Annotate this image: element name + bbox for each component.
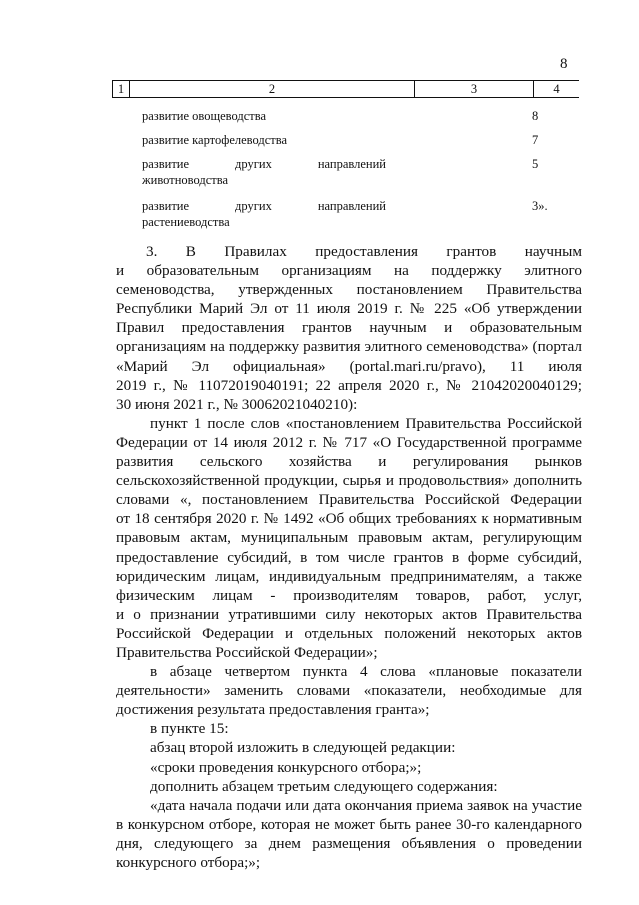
table-row-value: 7 <box>532 133 539 147</box>
table-header-col-4: 4 <box>553 82 560 96</box>
table-row-label <box>142 108 386 124</box>
text-line: юридическим лицам, индивидуальным предпринимателям, а также <box>116 567 582 585</box>
table-row-value: 5 <box>532 157 539 171</box>
text-line: организациям на поддержку развития элитного семеноводства» (портал <box>116 338 582 356</box>
text-line: конкурсного отбора;»; <box>116 854 261 871</box>
text-line: физическим лицам - производителям товаров, работ, услуг, <box>116 586 582 604</box>
table-row-value: 3». <box>532 199 548 213</box>
row-label-line: развитие других направлений <box>142 199 386 213</box>
text-line: и о признании утратившими силу некоторых актов Правительства <box>116 605 582 623</box>
text-line: развития сельского хозяйства и регулирования рынков <box>116 453 582 471</box>
text-line: Правительства Российской Федерации»; <box>116 643 378 661</box>
table-row-label <box>142 198 386 230</box>
page-number: 8 <box>560 56 568 72</box>
text-line: правовым актам, муниципальным правовым актам, регулирующим <box>116 529 582 547</box>
text-line: семеноводства, утвержденных постановлением Правительства <box>116 281 582 299</box>
table-row-value: 8 <box>532 109 539 123</box>
text-line: пункт 1 после слов «постановлением Правительства Российской <box>150 414 582 432</box>
text-line: и образовательным организациям на поддержку элитного <box>116 262 582 280</box>
text-line: Правил предоставления грантов научным и образовательным <box>116 319 582 337</box>
text-line: предоставление субсидий, в том числе грантов в форме субсидий, <box>116 548 582 566</box>
table-row-label <box>142 132 386 148</box>
text-line: «сроки проведения конкурсного отбора;»; <box>150 758 422 776</box>
row-label-line: развитие овощеводства <box>142 109 267 123</box>
text-line: дня, следующего за днем размещения объявления о проведении <box>116 834 582 852</box>
text-line: в абзаце четвертом пункта 4 слова «плановые показатели <box>150 663 582 681</box>
row-label-line: развитие других направлений <box>142 157 386 171</box>
text-line: достижения результата предоставления гранта»; <box>116 701 430 719</box>
table-row-label <box>142 156 386 188</box>
text-line: в конкурсном отборе, которая не может быть ранее 30-го календарного <box>116 815 582 833</box>
body-text <box>116 242 582 872</box>
row-label-line: растениеводства <box>142 215 230 229</box>
row-label-line: животноводства <box>142 173 228 187</box>
text-line: дополнить абзацем третьим следующего содержания: <box>150 777 498 795</box>
table-header <box>112 80 579 98</box>
table-header-col-1: 1 <box>113 81 130 97</box>
text-line: словами «, постановлением Правительства Российской Федерации <box>116 491 582 509</box>
text-line: деятельности» заменить словами «показатели, необходимые для <box>116 682 582 700</box>
text-line: абзац второй изложить в следующей редакции: <box>150 739 456 757</box>
table-header-col-2: 2 <box>130 81 415 97</box>
text-line: Российской Федерации и отдельных положений некоторых актов <box>116 624 582 642</box>
text-line: Республики Марий Эл от 11 июля 2019 г. № 225 «Об утверждении <box>116 300 582 318</box>
text-line: Федерации от 14 июля 2012 г. № 717 «О Государственной программе <box>116 433 582 451</box>
text-line: «дата начала подачи или дата окончания приема заявок на участие <box>150 796 582 814</box>
row-label-line: развитие картофелеводства <box>142 133 288 147</box>
text-line: 2019 г., № 11072019040191; 22 апреля 2020 г., № 21042020040129; <box>116 376 582 394</box>
text-line: сельскохозяйственной продукции, сырья и продовольствия» дополнить <box>116 472 582 490</box>
table-header-col-3: 3 <box>415 81 534 97</box>
text-line: 3. В Правилах предоставления грантов научным <box>146 243 582 260</box>
text-line: в пункте 15: <box>150 720 229 738</box>
text-line: «Марий Эл официальная» (portal.mari.ru/pravo), 11 июля <box>116 357 582 375</box>
text-line: 30 июня 2021 г., № 30062021040210): <box>116 395 358 413</box>
text-line: от 18 сентября 2020 г. № 1492 «Об общих требованиях к нормативным <box>116 510 582 528</box>
